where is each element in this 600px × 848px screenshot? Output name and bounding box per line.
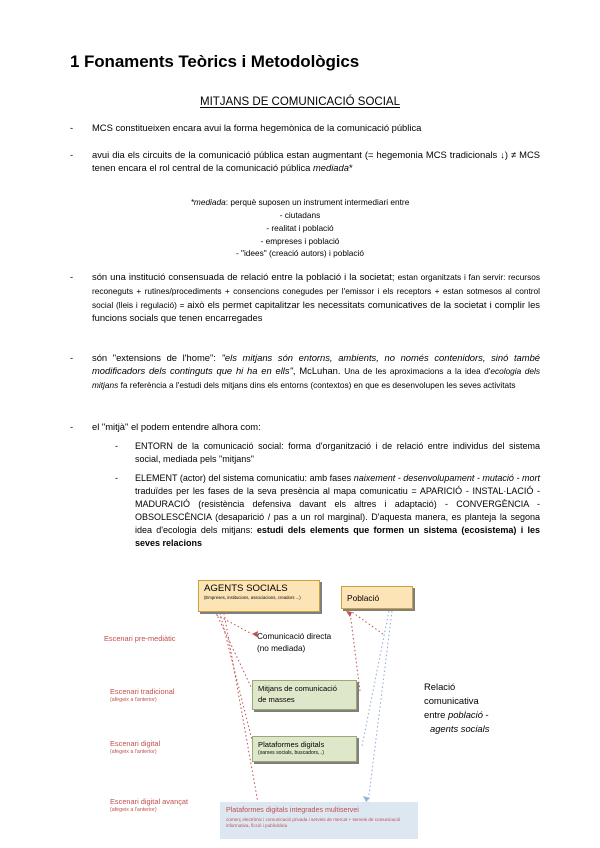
bullet-4-p3a: Una de les aproximacions a la idea d' xyxy=(344,366,491,377)
sub-bullet-text-2 xyxy=(135,472,540,550)
scenario-3-name: Escenari digital xyxy=(110,739,161,748)
bullet-item-2 xyxy=(70,148,540,175)
bullet-dash: - xyxy=(70,352,74,363)
agents-socials-title: AGENTS SOCIALS xyxy=(204,583,288,594)
bullet-item-4 xyxy=(70,351,540,392)
footnote-line-1-rest: : perquè suposen un instrument intermediari entre xyxy=(225,197,410,207)
ecosystem-diagram xyxy=(0,560,600,848)
bullet-2-part1: avui dia els circuits de la comunicació pública estan augmentant (= hegemonia MCS tradicionals ↓) ≠ MCS tenen encara el rol central de la comunicació pública xyxy=(92,149,540,174)
sub-bullet-dash: - xyxy=(115,473,118,483)
sub-bullet-2-p2: traduïdes per les fases de la seva presència al mapa comunicatiu = APARICIÓ - INSTAL·LACIÓ - MADURACIÓ (resistència defensiva davant els altres i adaptació) - CONVERGÈNCIA - OBSOLESCÈNCIA (desaparició / pas a un rol marginal). D'aquesta manera, es planteja la segona idea d'ecologia dels mitjans: xyxy=(135,486,540,536)
agents-socials-box[interactable] xyxy=(198,580,320,612)
bullet-3-p3: això els permet capitalitzar les necessitats comunicatives de la societat i complir les funcions socials que tenen encarregades xyxy=(92,298,540,324)
footnote-line-1 xyxy=(0,196,600,209)
bullet-dash: - xyxy=(70,271,74,282)
scenario-1-name: Escenari pre-mediàtic xyxy=(104,634,176,643)
mitjans-masses-box[interactable] xyxy=(252,680,357,710)
footnote-block xyxy=(0,196,600,260)
plataformes-digitals-title: Plataformes digitals xyxy=(258,740,325,749)
caption-line-3-prefix: entre xyxy=(424,709,448,721)
sub-bullet-item-2 xyxy=(115,472,540,550)
caption-line-3-suffix: - xyxy=(482,709,489,721)
bullet-3-p2: estan organitzats i fan servir: recursos reconeguts + rutines/procediments + consencions conegudes per l'emissor i els receptors + estan sotmesos al control social (lleis i regulació) = xyxy=(92,272,540,310)
plataformes-multiservei-subtitle: comerç electrònic i comunicació privada i serveis de mercat + serveis de comunicació informativa, ficció i publicitària xyxy=(226,816,401,828)
sub-bullet-text-1: ENTORN de la comunicació social: forma d'organització i de relació entre individus del sistema social, mediada pels "mitjans" xyxy=(135,441,540,465)
page-title: 1 Fonaments Teòrics i Metodològics xyxy=(70,52,360,71)
scenario-label-digital-avancat xyxy=(110,798,188,813)
bullet-2-italic: mediada xyxy=(312,162,349,174)
plataformes-multiservei-title: Plataformes digitals integrades multiservei xyxy=(226,806,359,814)
bullet-text-1: MCS constitueixen encara avui la forma hegemònica de la comunicació pública xyxy=(92,122,422,133)
comunicacio-directa-line-2: (no mediada) xyxy=(257,643,306,653)
bullet-3-p1: són una institució consensuada de relació entre la població i la societat; xyxy=(92,271,398,282)
caption-poblacio: població xyxy=(447,709,483,721)
bullet-4-p3b: fa referència a l'estudi dels mitjans dins els entorns (contextos) en que es desenvolupen les seves activitats xyxy=(118,380,516,391)
bullet-text-4 xyxy=(92,351,540,392)
sub-bullet-2-emphasis: estudi dels elements que formen un sistema (ecosistema) i les seves relacions xyxy=(135,525,540,549)
mitjans-masses-line-2: de masses xyxy=(258,694,295,704)
bullet-4-p2: , McLuhan. xyxy=(292,365,345,377)
caption-line-2: comunicativa xyxy=(424,695,479,707)
relacio-comunicativa-caption xyxy=(424,680,534,736)
scenario-2-name: Escenari tradicional xyxy=(110,687,175,696)
sub-bullet-2-p1: ELEMENT (actor) del sistema comunicatiu: amb fases xyxy=(135,473,354,483)
poblacio-title: Població xyxy=(347,592,380,603)
scenario-4-note: (afegeix a l'anterior) xyxy=(110,806,157,813)
section-title xyxy=(0,96,600,108)
comunicacio-directa-line-1: Comunicació directa xyxy=(257,632,332,641)
scenario-label-tradicional xyxy=(110,688,175,703)
bullet-4-p1: són "extensions de l'home": xyxy=(92,352,222,363)
caption-line-3 xyxy=(424,708,534,722)
bullet-2-part2: * xyxy=(348,162,353,174)
sub-bullet-2-phases: naixement - desenvolupament - mutació - mort xyxy=(353,473,540,483)
footnote-line-5: - "idees" (creació autors) i població xyxy=(235,248,365,259)
footnote-keyword: *mediada xyxy=(190,197,226,207)
plataformes-digitals-box[interactable] xyxy=(252,736,357,762)
scenario-label-digital xyxy=(110,740,160,755)
scenario-2-note: (afegeix a l'anterior) xyxy=(110,696,157,703)
section-title-text: MITJANS DE COMUNICACIÓ SOCIAL xyxy=(200,96,400,108)
footnote-line-2: - ciutadans xyxy=(279,209,321,220)
poblacio-box[interactable] xyxy=(341,586,413,609)
comunicacio-directa-label xyxy=(252,628,382,658)
agents-socials-subtitle: (Empreses, institucions, associacions, creadors ...) xyxy=(204,595,301,601)
plataformes-multiservei-box[interactable] xyxy=(220,802,418,839)
bullet-item-3 xyxy=(70,270,540,325)
bullet-item-5 xyxy=(70,420,540,433)
scenario-3-note: (afegeix a l'anterior) xyxy=(110,748,157,755)
caption-line-1: Relació xyxy=(424,681,456,692)
caption-agents-socials: agents socials xyxy=(430,723,490,735)
bullet-dash: - xyxy=(70,122,74,133)
sub-bullet-dash: - xyxy=(115,441,118,451)
bullet-text-3 xyxy=(92,270,540,325)
bullet-text-5: el "mitjà" el podem entendre alhora com: xyxy=(92,421,261,432)
bullet-dash: - xyxy=(70,421,74,432)
footnote-line-4: - empreses i població xyxy=(260,235,340,246)
scenario-4-name: Escenari digital avançat xyxy=(110,797,189,806)
bullet-4-p3-italic: ecologia dels mitjans xyxy=(92,366,540,391)
bullet-dash: - xyxy=(70,149,74,160)
bullet-item-1 xyxy=(70,121,540,134)
sub-bullet-item-1 xyxy=(115,440,540,466)
bullet-text-2 xyxy=(92,148,540,175)
plataformes-digitals-subtitle: (xarxes socials, buscadors,..) xyxy=(258,750,324,757)
mitjans-masses-line-1: Mitjans de comunicació xyxy=(258,684,337,693)
scenario-label-pre-mediatic xyxy=(104,635,175,644)
bullet-4-quote: "els mitjans són entorns, ambients, no només contenidors, sinó també modificadors dels continguts que hi ha en ells" xyxy=(92,352,540,377)
footnote-line-3: - realitat i població xyxy=(266,222,334,233)
